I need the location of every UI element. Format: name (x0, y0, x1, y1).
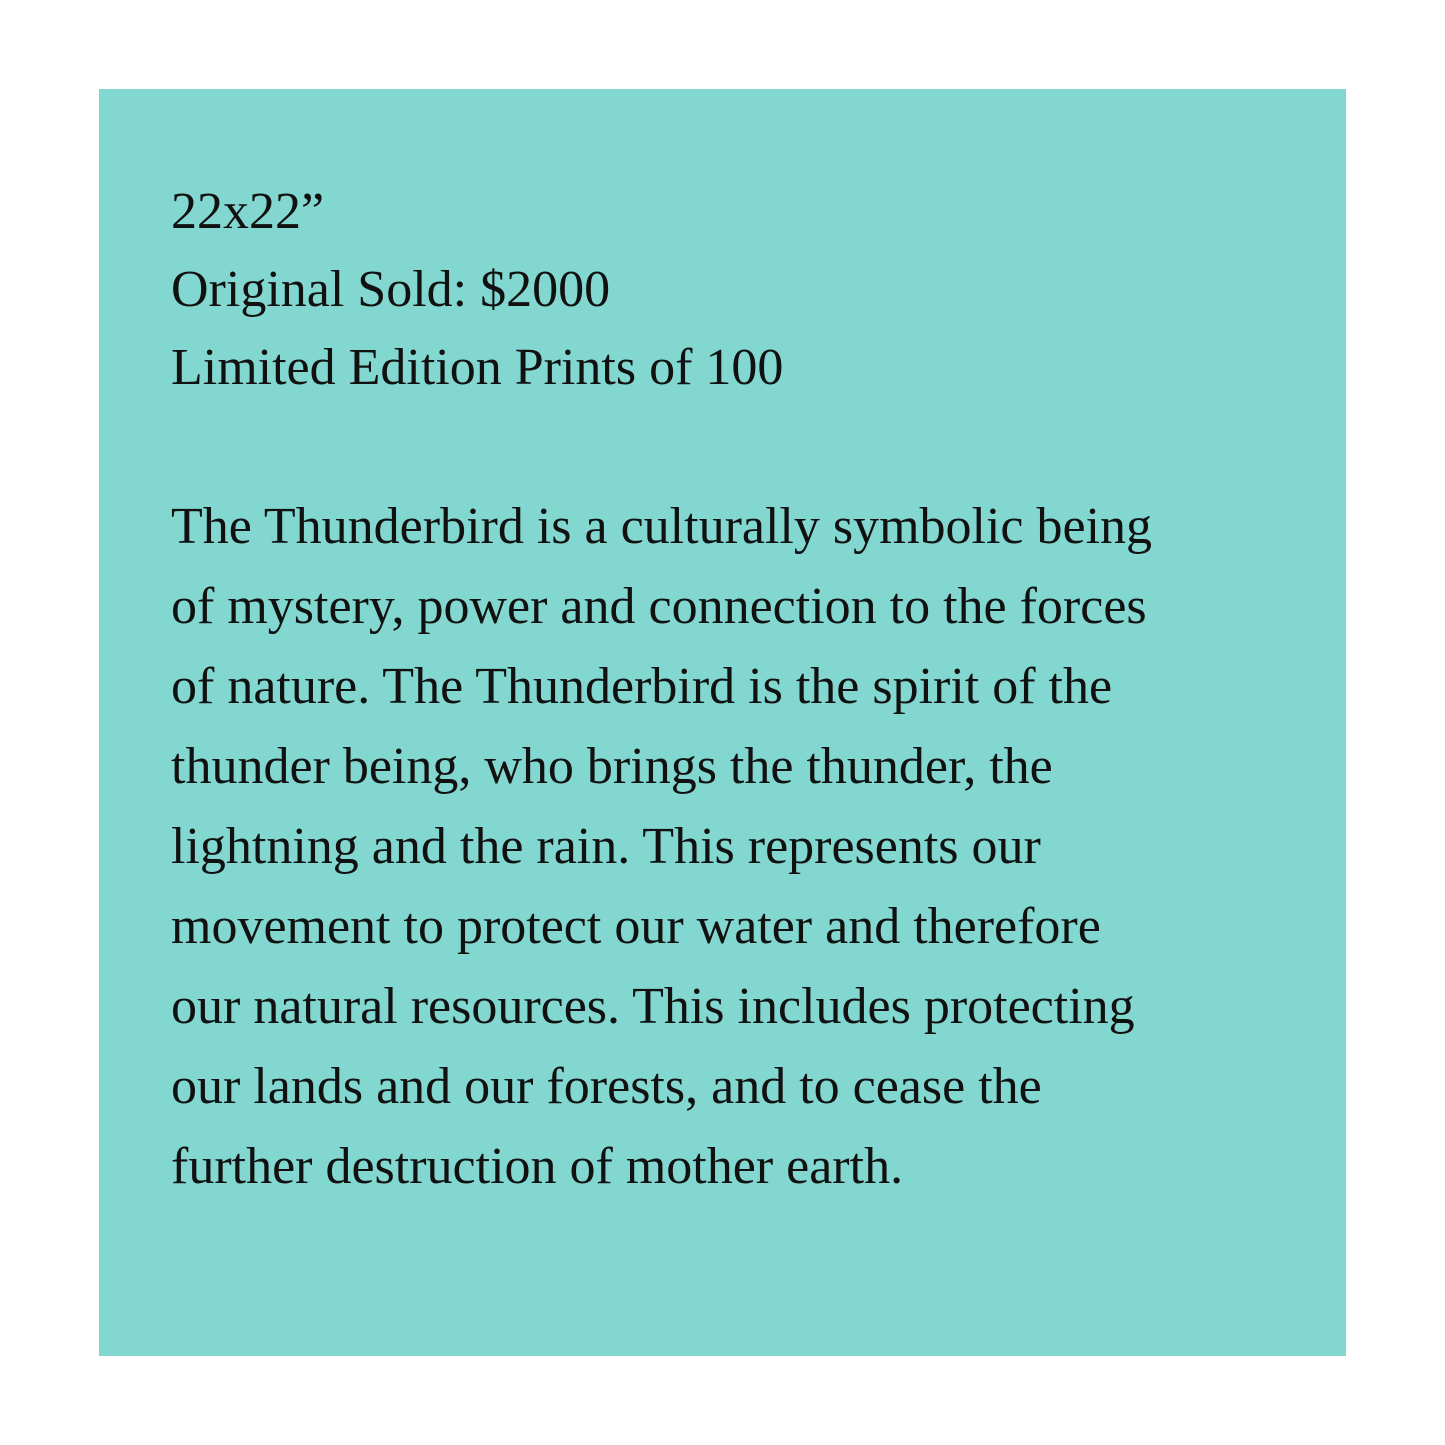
edition-info: Limited Edition Prints of 100 (171, 339, 784, 396)
original-sold-price: Original Sold: $2000 (171, 261, 611, 318)
info-card (99, 89, 1346, 1356)
description-line: our natural resources. This includes protecting (171, 978, 1135, 1035)
artwork-description (171, 487, 1281, 1207)
description-line: lightning and the rain. This represents our (171, 818, 1041, 875)
artwork-size: 22x22” (171, 183, 325, 240)
section-spacer (171, 407, 1281, 487)
description-line: movement to protect our water and therefore (171, 898, 1101, 955)
description-line: thunder being, who brings the thunder, the (171, 738, 1053, 795)
description-line: our lands and our forests, and to cease the (171, 1058, 1042, 1115)
description-line: of mystery, power and connection to the forces (171, 578, 1147, 635)
description-line: of nature. The Thunderbird is the spirit of the (171, 658, 1113, 715)
card-content (171, 173, 1281, 1207)
description-line: further destruction of mother earth. (171, 1138, 904, 1195)
description-line: The Thunderbird is a culturally symbolic being (171, 498, 1153, 555)
